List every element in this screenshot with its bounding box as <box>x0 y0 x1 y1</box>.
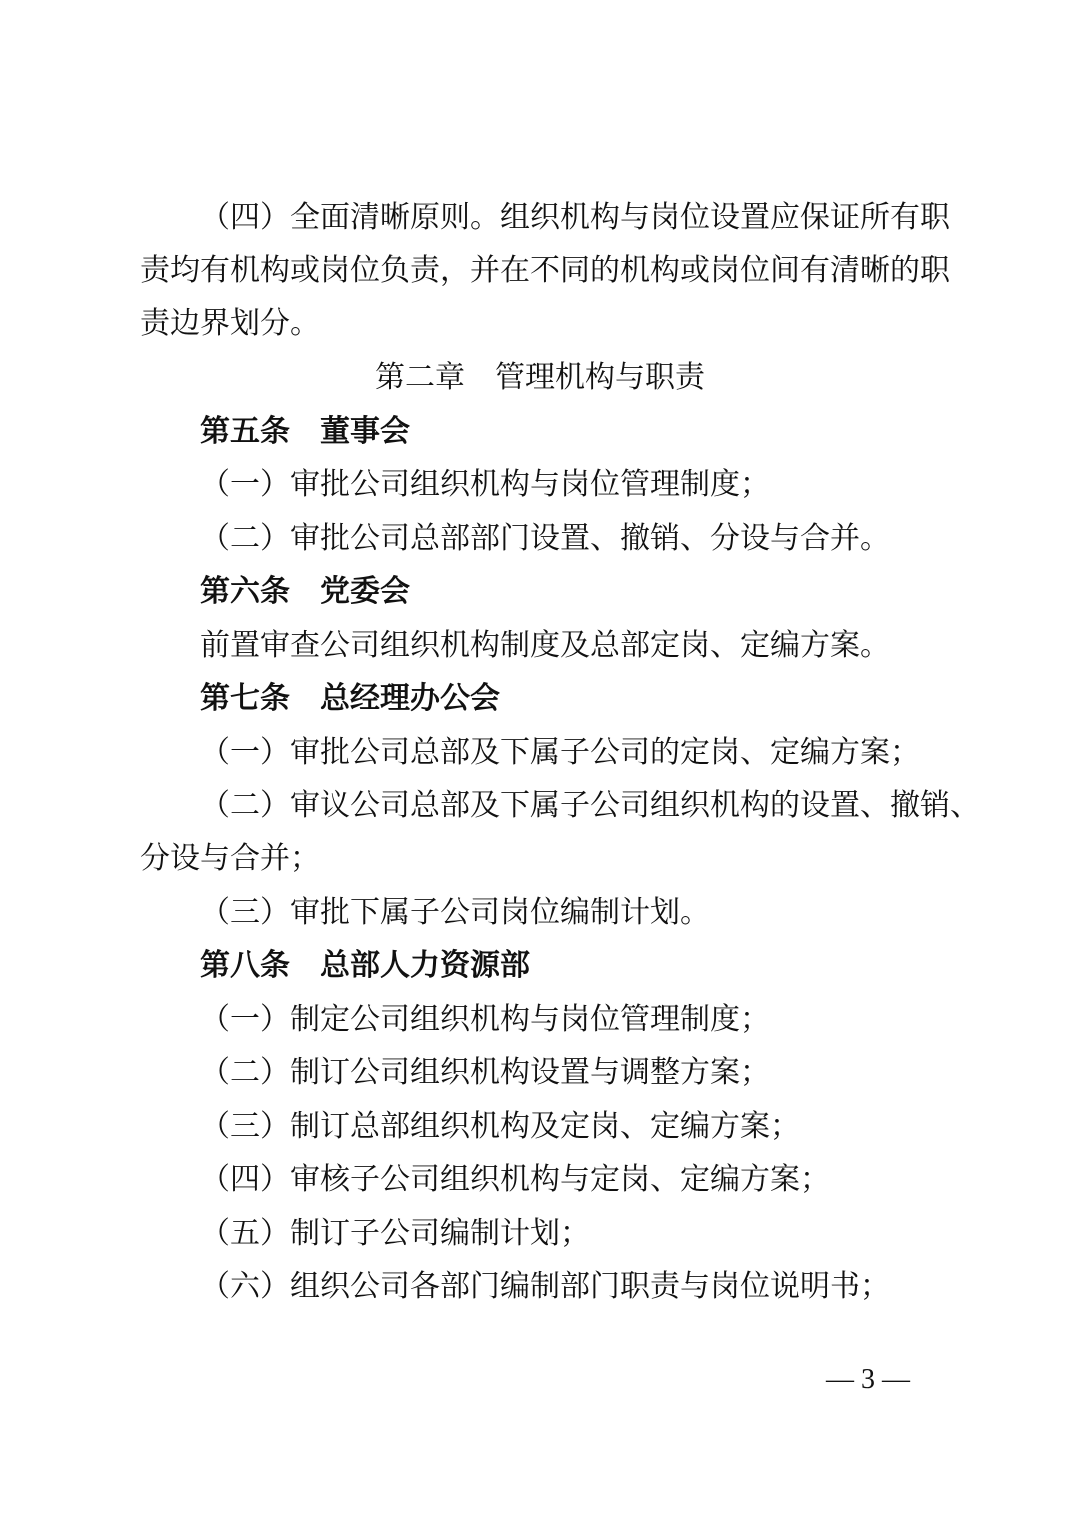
article-8-item: （一）制定公司组织机构与岗位管理制度； <box>200 1002 770 1037</box>
article-8-title: 第八条 总部人力资源部 <box>200 948 530 983</box>
article-5-title: 第五条 董事会 <box>200 414 410 449</box>
article-8-item: （六）组织公司各部门编制部门职责与岗位说明书； <box>200 1269 890 1304</box>
article-7-item: （二）审议公司总部及下属子公司组织机构的设置、撤销、 <box>200 788 980 823</box>
article-7-item: （三）审批下属子公司岗位编制计划。 <box>200 895 710 930</box>
article-7-item: （一）审批公司总部及下属子公司的定岗、定编方案； <box>200 735 920 770</box>
article-8-item: （三）制订总部组织机构及定岗、定编方案； <box>200 1109 800 1144</box>
article-6-title: 第六条 党委会 <box>200 574 410 609</box>
paragraph-line: （四）全面清晰原则。组织机构与岗位设置应保证所有职 <box>200 200 950 235</box>
chapter-title: 第二章 管理机构与职责 <box>375 360 705 395</box>
article-8-item: （四）审核子公司组织机构与定岗、定编方案； <box>200 1162 830 1197</box>
article-8-item: （二）制订公司组织机构设置与调整方案； <box>200 1055 770 1090</box>
article-8-item: （五）制订子公司编制计划； <box>200 1216 590 1251</box>
article-5-item: （一）审批公司组织机构与岗位管理制度； <box>200 467 770 502</box>
paragraph-line: 责边界划分。 <box>140 306 320 341</box>
article-7-title: 第七条 总经理办公会 <box>200 681 500 716</box>
article-7-item-continuation: 分设与合并； <box>140 841 320 876</box>
page-number: — 3 — <box>826 1364 910 1395</box>
paragraph-line: 责均有机构或岗位负责，并在不同的机构或岗位间有清晰的职 <box>140 253 950 288</box>
article-5-item: （二）审批公司总部部门设置、撤销、分设与合并。 <box>200 521 890 556</box>
article-6-text: 前置审查公司组织机构制度及总部定岗、定编方案。 <box>200 628 890 663</box>
